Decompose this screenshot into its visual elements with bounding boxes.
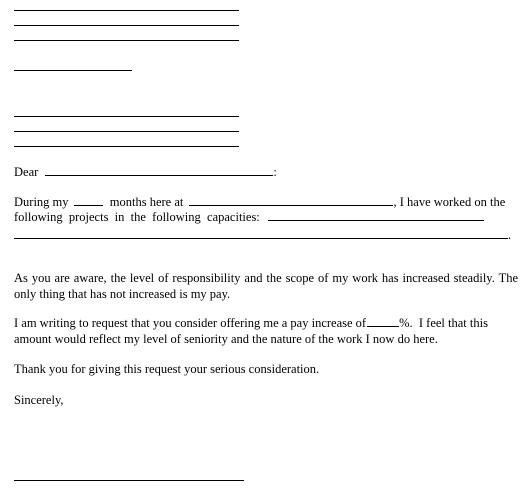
request-line-1: [14, 315, 488, 331]
projects-end: .: [508, 228, 512, 242]
request-text-3: amount would reflect my level of seniority and the nature of the work I now do here.: [14, 332, 438, 346]
request-line-2: [14, 331, 438, 347]
projects-line-3: [14, 227, 511, 243]
request-text-1: I am writing to request that you consider offering me a pay increase of: [14, 316, 367, 330]
recipient-name-blank[interactable]: [45, 164, 273, 176]
sender-address-line-3[interactable]: [14, 40, 239, 41]
date-line[interactable]: [14, 70, 132, 71]
recipient-address-line-3[interactable]: [14, 146, 239, 147]
request-text-2: %. I feel that this: [399, 316, 488, 330]
thanks-line: Thank you for giving this request your serious consideration.: [14, 362, 320, 376]
recipient-address-line-2[interactable]: [14, 131, 239, 132]
capacities-blank-1[interactable]: [268, 209, 484, 221]
months-blank[interactable]: [74, 194, 103, 206]
projects-line-1: [14, 194, 505, 210]
salutation-prefix: Dear: [14, 165, 39, 179]
closing: Sincerely,: [14, 393, 64, 407]
company-blank[interactable]: [189, 194, 393, 206]
projects-text-4: following projects in the following capacities:: [14, 210, 260, 224]
projects-text-1: During my: [14, 195, 69, 209]
projects-text-3: , I have worked on the: [393, 195, 506, 209]
signature-line[interactable]: [14, 480, 244, 481]
salutation-suffix: :: [273, 165, 277, 179]
percent-blank[interactable]: [367, 315, 399, 327]
salutation: [14, 164, 277, 180]
projects-text-2: months here at: [109, 195, 184, 209]
responsibility-paragraph: As you are aware, the level of responsibility and the scope of my work has increased steadily. The only thing that has not increased is my pay.: [14, 271, 518, 301]
sender-address-line-2[interactable]: [14, 25, 239, 26]
recipient-address-line-1[interactable]: [14, 116, 239, 117]
projects-line-2: [14, 209, 484, 225]
sender-address-line-1[interactable]: [14, 10, 239, 11]
capacities-blank-2[interactable]: [14, 227, 508, 239]
